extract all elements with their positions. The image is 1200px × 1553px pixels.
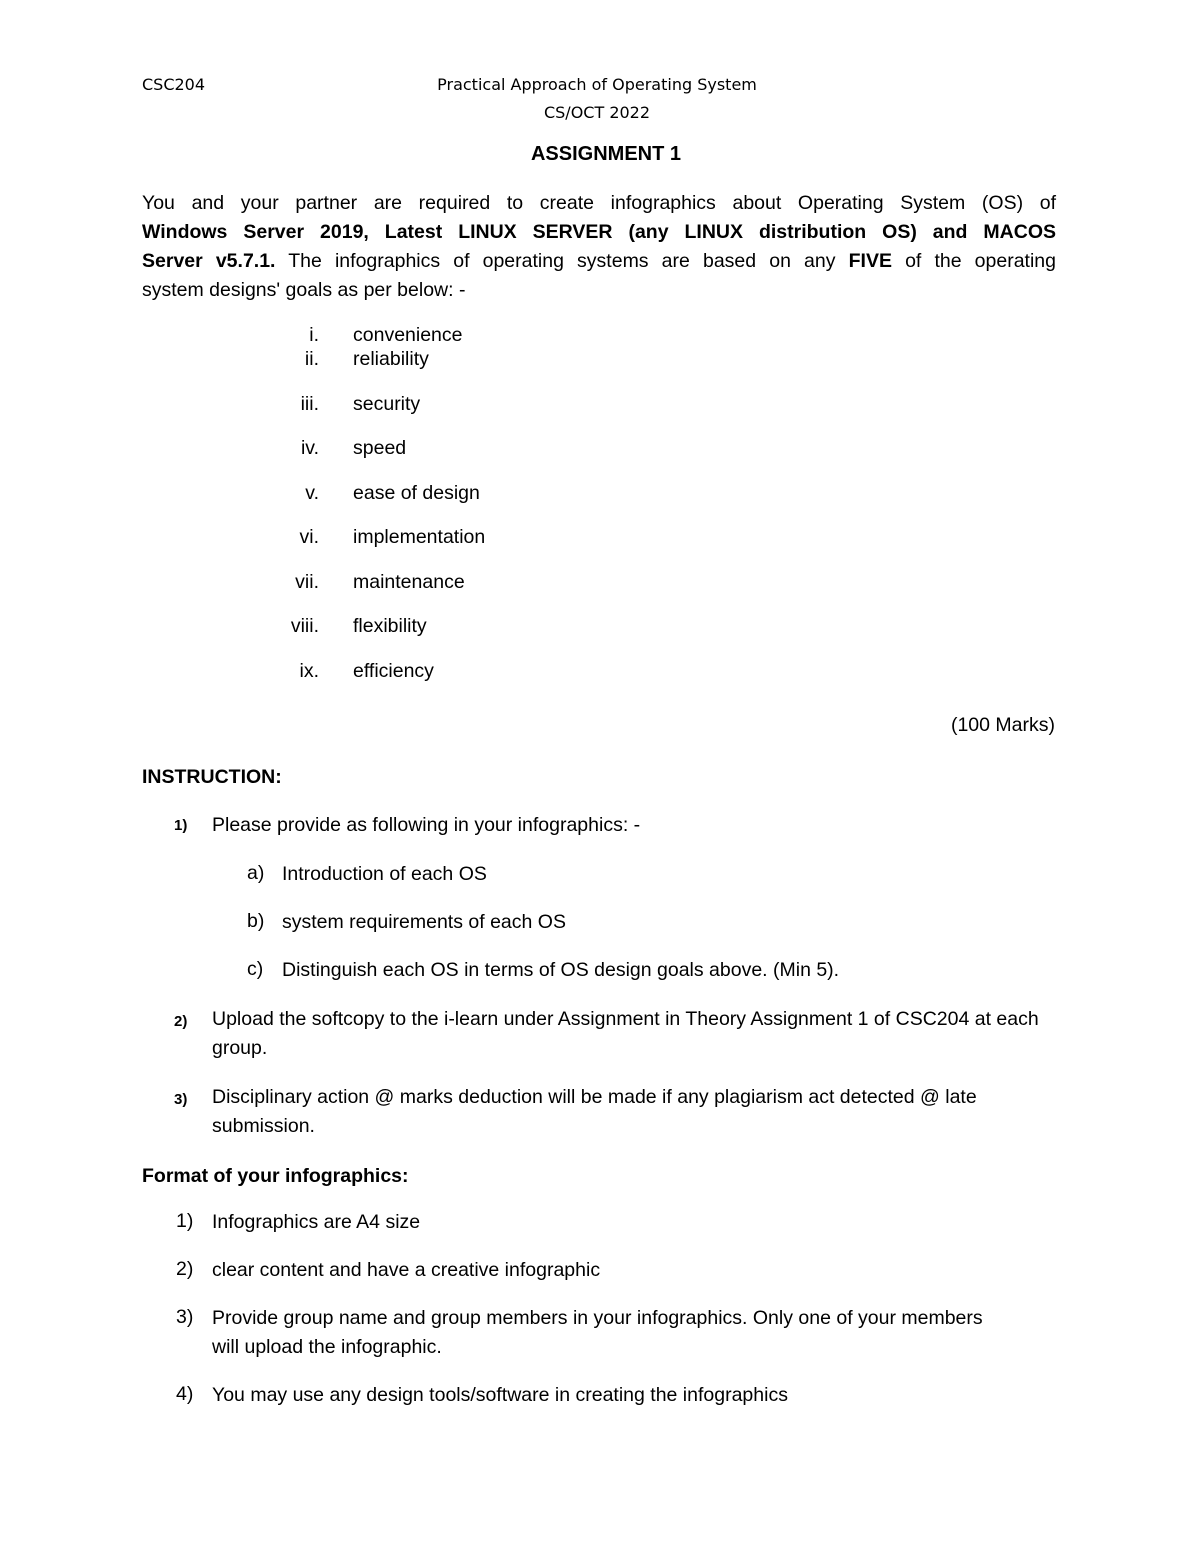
format-num: 1) — [176, 1210, 194, 1232]
format-num: 4) — [176, 1383, 194, 1405]
intro-line-3-text-b: of the operating — [891, 250, 1056, 272]
course-title: Practical Approach of Operating System — [437, 75, 757, 94]
format-text: Provide group name and group members in your infographics. Only one of your members will upload the infographic. — [212, 1307, 983, 1358]
goal-label: reliability — [353, 348, 429, 370]
intro-line-3-text-a: The infographics of operating systems are based on any — [275, 250, 849, 272]
intro-line-1: You and your partner are required to create infographics about Operating System (OS) of — [142, 192, 1056, 214]
goal-num: ix. — [299, 660, 319, 682]
session-label: CS/OCT 2022 — [543, 103, 651, 122]
sub-instruction-num: b) — [247, 910, 265, 932]
intro-line-2: Windows Server 2019, Latest LINUX SERVER (any LINUX distribution OS) and MACOS — [142, 221, 1056, 243]
goal-num: iii. — [300, 393, 319, 415]
goal-label: security — [353, 393, 421, 415]
intro-line-3-bold: Server v5.7.1. — [142, 250, 276, 272]
format-text: You may use any design tools/software in creating the infographics — [212, 1384, 788, 1406]
instruction-num: 2) — [174, 1013, 188, 1030]
format-heading: Format of your infographics: — [142, 1165, 409, 1187]
format-text: Infographics are A4 size — [212, 1211, 421, 1233]
goal-label: ease of design — [353, 482, 480, 504]
goal-num: iv. — [300, 437, 319, 459]
marks-label: (100 Marks) — [950, 714, 1055, 736]
format-num: 2) — [176, 1258, 194, 1280]
instruction-text: Upload the softcopy to the i-learn under Assignment in Theory Assignment 1 of CSC204 at each group. — [212, 1008, 1039, 1059]
goal-num: vi. — [299, 526, 319, 548]
page-title: ASSIGNMENT 1 — [530, 143, 682, 165]
sub-instruction-num: a) — [247, 862, 265, 884]
instruction-heading: INSTRUCTION: — [142, 766, 282, 788]
goal-num: v. — [305, 482, 319, 504]
goal-label: flexibility — [353, 615, 427, 637]
goal-num: i. — [309, 324, 319, 346]
course-code: CSC204 — [142, 75, 206, 94]
sub-instruction-text: Introduction of each OS — [282, 863, 487, 885]
sub-instruction-text: Distinguish each OS in terms of OS design goals above. (Min 5). — [282, 959, 840, 981]
format-num: 3) — [176, 1306, 194, 1328]
intro-line-3 — [142, 246, 1056, 276]
goal-label: speed — [353, 437, 407, 459]
instruction-num: 3) — [174, 1091, 188, 1108]
instruction-num: 1) — [174, 817, 188, 834]
intro-line-3-five: FIVE — [848, 250, 892, 272]
instruction-text: Please provide as following in your infographics: - — [212, 814, 641, 836]
goal-num: ii. — [304, 348, 319, 370]
sub-instruction-text: system requirements of each OS — [282, 911, 566, 933]
intro-line-4: system designs' goals as per below: - — [142, 279, 466, 301]
instruction-text: Disciplinary action @ marks deduction will be made if any plagiarism act detected @ late submission. — [212, 1086, 977, 1137]
goal-label: convenience — [353, 324, 463, 346]
format-text: clear content and have a creative infographic — [212, 1259, 601, 1281]
goal-num: viii. — [290, 615, 319, 637]
sub-instruction-num: c) — [247, 958, 264, 980]
goal-num: vii. — [295, 571, 319, 593]
goal-label: implementation — [353, 526, 486, 548]
goal-label: maintenance — [353, 571, 465, 593]
goal-label: efficiency — [353, 660, 434, 682]
